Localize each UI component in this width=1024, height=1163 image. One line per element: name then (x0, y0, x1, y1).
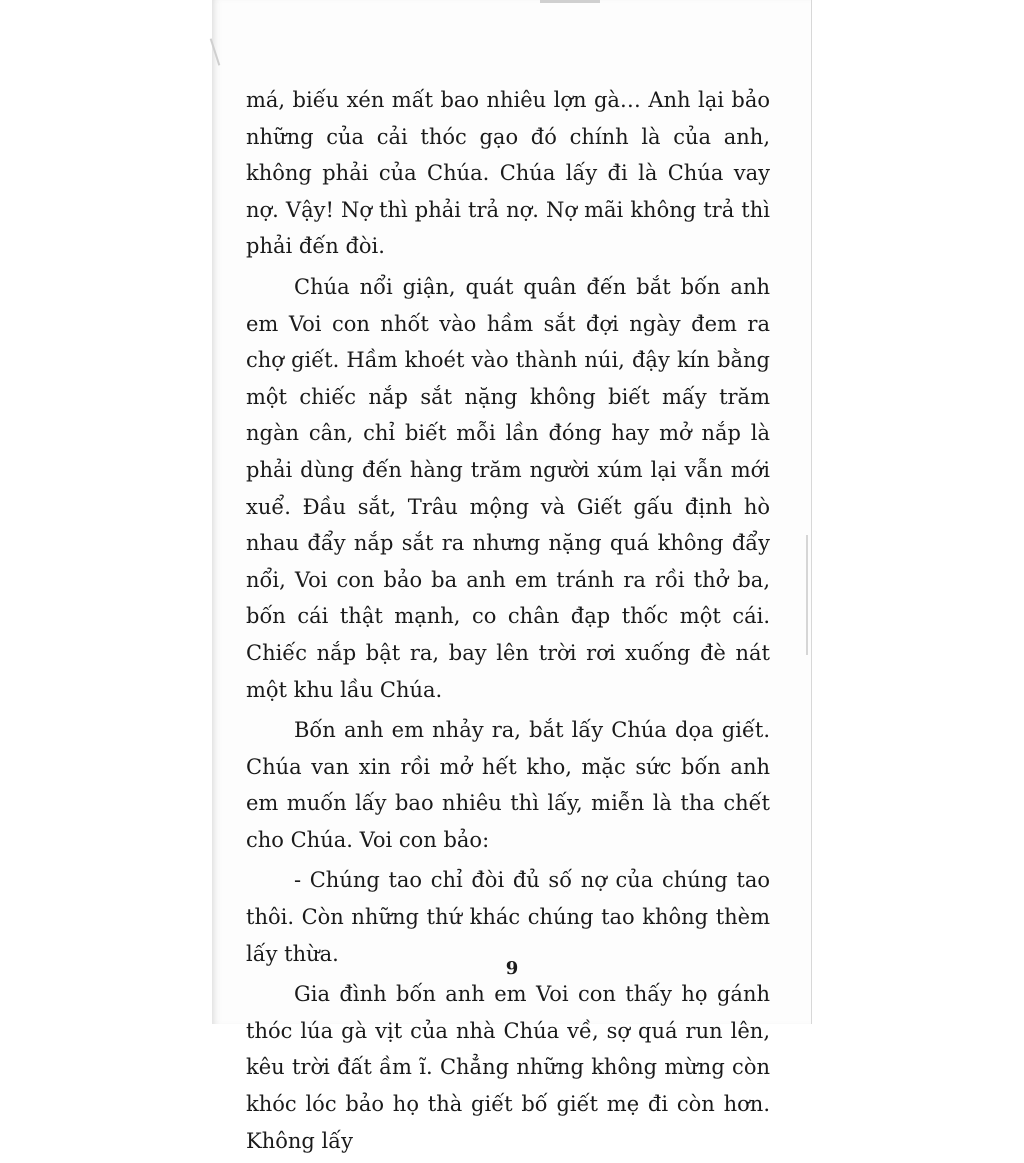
body-text (246, 82, 770, 1163)
page-number: 9 (505, 958, 519, 979)
scan-edge-mark (806, 535, 808, 655)
paragraph-2: Chúa nổi giận, quát quân đến bắt bốn anh em Voi con nhốt vào hầm sắt đợi ngày đem ra chợ giết. Hầm khoét vào thành núi, đậy kín bằng một chiếc nắp sắt nặng không biết mấy trăm ngàn cân, chỉ biết mỗi lần đóng hay mở nắp là phải dùng đến hàng trăm người xúm lại vẫn mới xuể. Đầu sắt, Trâu mộng và Giết gấu định hò nhau đẩy nắp sắt ra nhưng nặng quá không đẩy nổi, Voi con bảo ba anh em tránh ra rồi thở ba, bốn cái thật mạnh, co chân đạp thốc một cái. Chiếc nắp bật ra, bay lên trời rơi xuống đè nát một khu lầu Chúa. (246, 274, 770, 702)
paragraph-3: Bốn anh em nhảy ra, bắt lấy Chúa dọa giết. Chúa van xin rồi mở hết kho, mặc sức bốn anh em muốn lấy bao nhiêu thì lấy, miễn là tha chết cho Chúa. Voi con bảo: (246, 718, 770, 852)
paragraph-4-dialogue: - Chúng tao chỉ đòi đủ số nợ của chúng tao thôi. Còn những thứ khác chúng tao không thèm lấy thừa. (246, 868, 770, 966)
paragraph-1: má, biếu xén mất bao nhiêu lợn gà… Anh lại bảo những của cải thóc gạo đó chính là của anh, không phải của Chúa. Chúa lấy đi là Chúa vay nợ. Vậy! Nợ thì phải trả nợ. Nợ mãi không trả thì phải đến đòi. (246, 88, 770, 259)
scan-top-mark (540, 0, 600, 3)
paragraph-5: Gia đình bốn anh em Voi con thấy họ gánh thóc lúa gà vịt của nhà Chúa về, sợ quá run lên, kêu trời đất ầm ĩ. Chẳng những không mừng còn khóc lóc bảo họ thà giết bố giết mẹ đi còn hơn. Không lấy (246, 982, 770, 1153)
